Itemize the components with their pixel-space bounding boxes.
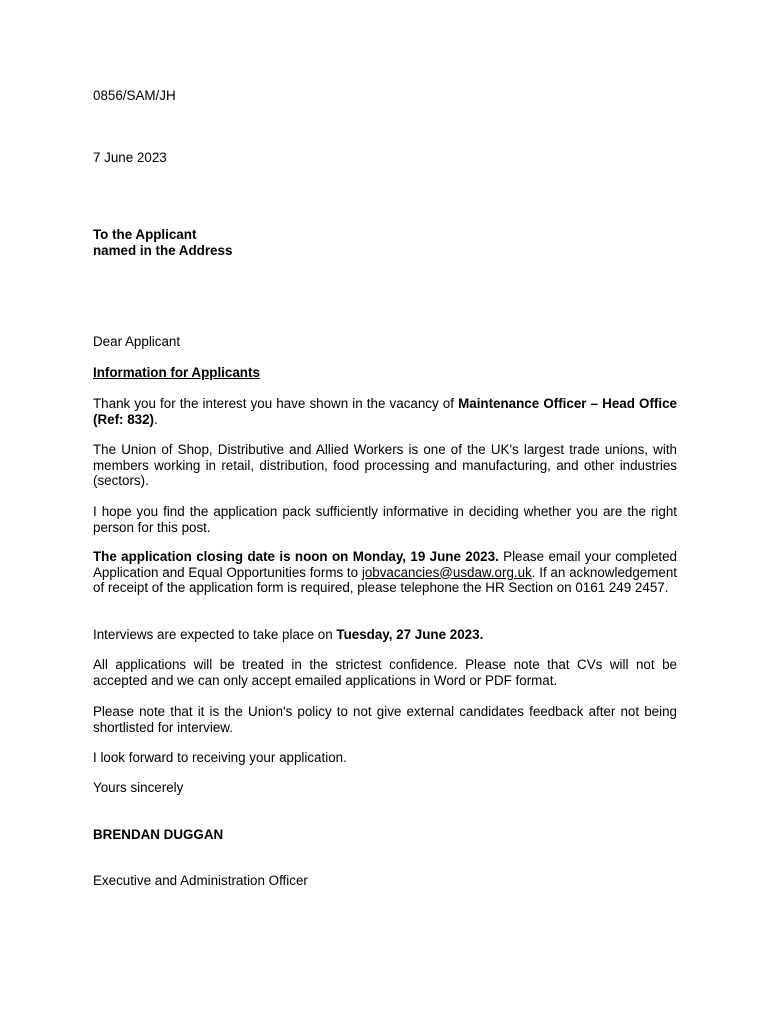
recipient-line-2: named in the Address bbox=[93, 242, 233, 258]
email-link[interactable]: jobvacancies@usdaw.org.uk bbox=[361, 564, 532, 580]
vacancy-title: Maintenance Officer – Head Office (Ref: 832) bbox=[93, 396, 677, 427]
paragraph-interviews-text: Interviews are expected to take place on bbox=[93, 627, 337, 642]
paragraph-confidence: All applications will be treated in the strictest confidence. Please note that CVs will not be accepted and we can only accept emailed applications in Word or PDF format. bbox=[93, 657, 677, 688]
paragraph-interviews bbox=[93, 627, 677, 643]
closing-date-text: The application closing date is noon on Monday, 19 June 2023. bbox=[93, 549, 499, 564]
paragraph-closing-date bbox=[93, 549, 677, 596]
signatory-title: Executive and Administration Officer bbox=[93, 873, 308, 888]
paragraph-vacancy-text: Thank you for the interest you have shown in the vacancy of bbox=[93, 396, 459, 411]
recipient-block bbox=[93, 227, 677, 258]
letter-date: 7 June 2023 bbox=[93, 150, 167, 165]
salutation: Dear Applicant bbox=[93, 334, 181, 349]
paragraph-vacancy bbox=[93, 396, 677, 427]
paragraph-vacancy-end: . bbox=[154, 411, 158, 427]
reference-code: 0856/SAM/JH bbox=[93, 88, 176, 103]
signatory-name: BRENDAN DUGGAN bbox=[93, 827, 224, 842]
paragraph-look-forward: I look forward to receiving your application. bbox=[93, 750, 347, 765]
paragraph-closing-date-end: . If an acknowledgement of receipt of the application form is required, please telephone the HR Section on 0161 249 2457. bbox=[93, 564, 678, 596]
recipient-line-1: To the Applicant bbox=[93, 227, 197, 242]
paragraph-closing-date-text: Please email your completed Application and Equal Opportunities forms to bbox=[93, 549, 678, 580]
paragraph-feedback-policy: Please note that it is the Union's policy to not give external candidates feedback after not being shortlisted for interview. bbox=[93, 704, 677, 735]
letter-heading: Information for Applicants bbox=[93, 365, 260, 380]
interview-date: Tuesday, 27 June 2023. bbox=[336, 627, 484, 642]
paragraph-union: The Union of Shop, Distributive and Allied Workers is one of the UK's largest trade unions, with members working in retail, distribution, food processing and manufacturing, and other industries (sectors). bbox=[93, 442, 677, 489]
closing-phrase: Yours sincerely bbox=[93, 780, 184, 795]
paragraph-application-pack: I hope you find the application pack sufficiently informative in deciding whether you are the right person for this post. bbox=[93, 504, 677, 535]
